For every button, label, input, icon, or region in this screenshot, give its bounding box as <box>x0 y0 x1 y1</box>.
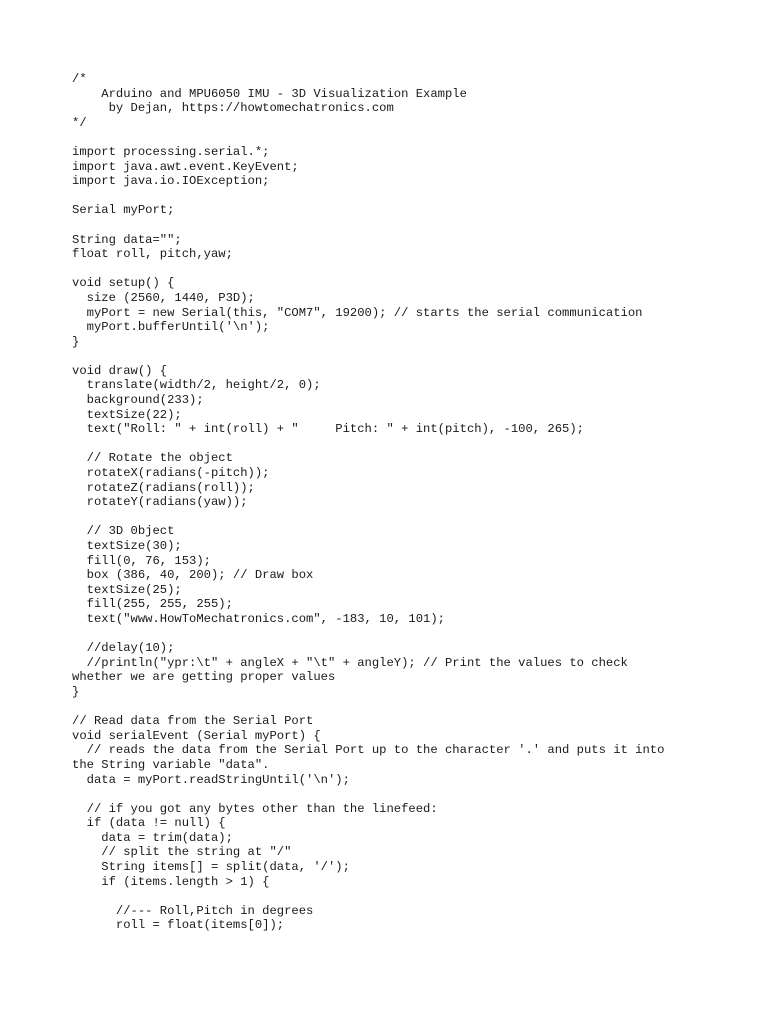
code-line <box>72 130 712 145</box>
code-line: */ <box>72 115 87 130</box>
code-line: // split the string at "/" <box>72 845 292 860</box>
code-line <box>72 889 712 904</box>
code-line: by Dejan, https://howtomechatronics.com <box>72 101 394 116</box>
code-line <box>72 787 712 802</box>
code-line <box>72 262 712 277</box>
code-line: float roll, pitch,yaw; <box>72 247 233 262</box>
code-line <box>72 349 712 364</box>
code-line: import processing.serial.*; <box>72 144 270 159</box>
code-line: // Rotate the object <box>72 451 233 466</box>
code-line: //println("ypr:\t" + angleX + "\t" + angleY); // Print the values to check <box>72 655 628 670</box>
code-line <box>72 437 712 452</box>
code-line: rotateZ(radians(roll)); <box>72 480 255 495</box>
code-line: rotateY(radians(yaw)); <box>72 495 248 510</box>
code-line: Serial myPort; <box>72 203 175 218</box>
code-line: data = trim(data); <box>72 830 233 845</box>
code-line: the String variable "data". <box>72 757 270 772</box>
code-line: // 3D 0bject <box>72 524 175 539</box>
code-line: data = myPort.readStringUntil('\n'); <box>72 772 350 787</box>
code-line: fill(0, 76, 153); <box>72 553 211 568</box>
code-line: void draw() { <box>72 363 168 378</box>
code-line: size (2560, 1440, P3D); <box>72 290 255 305</box>
code-line: void setup() { <box>72 276 175 291</box>
code-line: // Read data from the Serial Port <box>72 714 314 729</box>
code-line: void serialEvent (Serial myPort) { <box>72 728 321 743</box>
code-line: String data=""; <box>72 232 182 247</box>
code-line: } <box>72 684 80 699</box>
code-line: /* <box>72 72 87 86</box>
code-line <box>72 510 712 525</box>
code-line: } <box>72 334 80 349</box>
code-line: Arduino and MPU6050 IMU - 3D Visualization Example <box>72 86 467 101</box>
code-line: box (386, 40, 200); // Draw box <box>72 568 314 583</box>
code-line: rotateX(radians(-pitch)); <box>72 466 270 481</box>
code-line: whether we are getting proper values <box>72 670 336 685</box>
code-line: import java.awt.event.KeyEvent; <box>72 159 299 174</box>
code-line: // reads the data from the Serial Port up to the character '.' and puts it into <box>72 743 665 758</box>
code-line <box>72 189 712 204</box>
code-line: //delay(10); <box>72 641 175 656</box>
code-line: //--- Roll,Pitch in degrees <box>72 903 314 918</box>
code-line: background(233); <box>72 393 204 408</box>
code-line: textSize(30); <box>72 539 182 553</box>
code-line <box>72 627 712 642</box>
code-line: String items[] = split(data, '/'); <box>72 860 350 875</box>
code-line: fill(255, 255, 255); <box>72 597 233 612</box>
code-line: myPort.bufferUntil('\n'); <box>72 320 270 335</box>
code-line: text("www.HowToMechatronics.com", -183, 10, 101); <box>72 611 445 626</box>
code-line <box>72 700 712 715</box>
code-line: textSize(22); <box>72 407 182 422</box>
code-line: roll = float(items[0]); <box>72 918 285 933</box>
code-line: text("Roll: " + int(roll) + " Pitch: " + int(pitch), -100, 265); <box>72 422 584 437</box>
code-line: textSize(25); <box>72 582 182 597</box>
code-line: if (items.length > 1) { <box>72 874 270 889</box>
code-line: if (data != null) { <box>72 816 226 831</box>
code-line <box>72 218 712 233</box>
code-line: import java.io.IOException; <box>72 174 270 189</box>
code-listing <box>72 72 712 933</box>
code-line: myPort = new Serial(this, "COM7", 19200); // starts the serial communication <box>72 305 643 320</box>
code-line: // if you got any bytes other than the linefeed: <box>72 801 438 816</box>
code-line: translate(width/2, height/2, 0); <box>72 378 321 393</box>
